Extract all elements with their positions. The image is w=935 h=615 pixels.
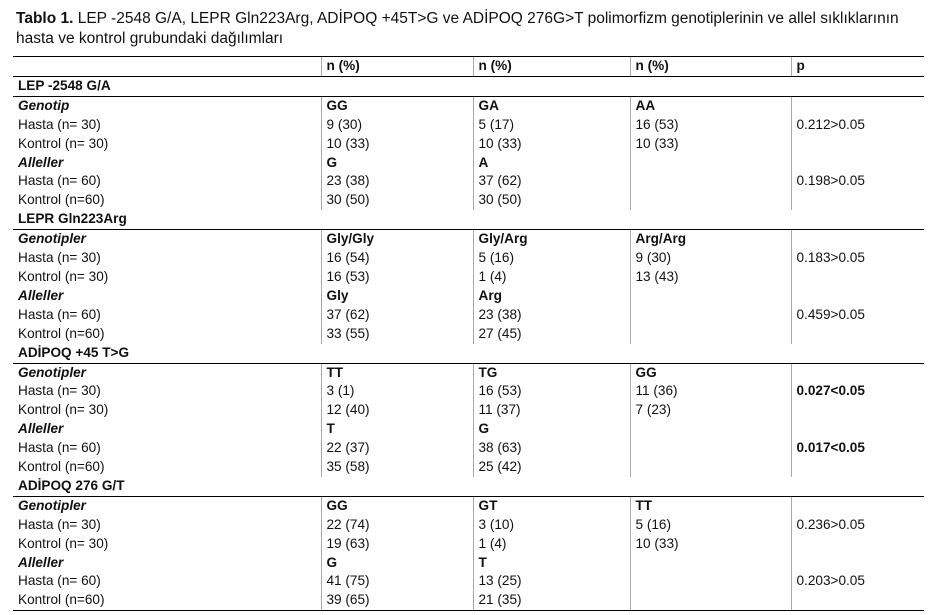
value-cell <box>630 325 791 344</box>
value-cell <box>630 172 791 191</box>
table-row <box>13 535 924 554</box>
group-column-label: GG <box>321 496 473 515</box>
value-cell: 16 (54) <box>321 249 473 268</box>
p-value-cell <box>791 401 924 420</box>
group-label: Alleller <box>18 554 64 570</box>
group-column-label: TT <box>321 363 473 382</box>
p-value-cell: 0.459>0.05 <box>791 306 924 325</box>
table-caption-text: LEP -2548 G/A, LEPR Gln223Arg, ADİPOQ +45T>G ve ADİPOQ 276G>T polimorfizm genotiplerinin ve allel sıklıklarının hasta ve kontrol grubundaki dağılımları <box>16 10 899 47</box>
group-label: Genotip <box>18 97 70 113</box>
section-spacer <box>321 210 473 229</box>
p-value-cell <box>791 535 924 554</box>
header-cell: p <box>791 57 924 77</box>
group-label: Alleller <box>18 287 64 303</box>
group-row <box>13 154 924 173</box>
value-cell: 23 (38) <box>321 172 473 191</box>
value-cell <box>630 458 791 477</box>
section-spacer <box>473 477 630 496</box>
table-row <box>13 516 924 535</box>
value-cell <box>630 572 791 591</box>
p-value-cell: 0.212>0.05 <box>791 116 924 135</box>
section-spacer <box>630 344 791 363</box>
group-label: Alleller <box>18 154 64 170</box>
value-cell: 13 (43) <box>630 268 791 287</box>
value-cell: 19 (63) <box>321 535 473 554</box>
section-spacer <box>630 210 791 229</box>
section-title: ADİPOQ +45 T>G <box>13 344 321 363</box>
row-label: Kontrol (n=60) <box>18 325 105 341</box>
group-p-spacer <box>791 96 924 115</box>
section-spacer <box>791 210 924 229</box>
group-column-label: A <box>473 154 630 173</box>
value-cell: 22 (37) <box>321 439 473 458</box>
table-row <box>13 191 924 210</box>
table-row <box>13 325 924 344</box>
section-row <box>13 477 924 496</box>
row-label: Kontrol (n= 30) <box>18 535 109 551</box>
section-row <box>13 344 924 363</box>
value-cell: 16 (53) <box>473 382 630 401</box>
p-value-cell <box>791 458 924 477</box>
group-column-label: TT <box>630 496 791 515</box>
group-column-label: GT <box>473 496 630 515</box>
row-label: Kontrol (n=60) <box>18 192 105 208</box>
value-cell: 5 (16) <box>630 516 791 535</box>
table-row <box>13 116 924 135</box>
section-spacer <box>321 477 473 496</box>
value-cell: 33 (55) <box>321 325 473 344</box>
value-cell: 5 (16) <box>473 249 630 268</box>
value-cell: 38 (63) <box>473 439 630 458</box>
table-row <box>13 591 924 610</box>
group-column-label: TG <box>473 363 630 382</box>
section-spacer <box>321 344 473 363</box>
row-label: Hasta (n= 60) <box>18 440 101 456</box>
table-caption-label: Tablo 1. <box>16 10 74 27</box>
group-column-label: G <box>473 420 630 439</box>
group-column-label: GG <box>630 363 791 382</box>
table-row <box>13 439 924 458</box>
value-cell: 30 (50) <box>321 191 473 210</box>
section-spacer <box>630 76 791 96</box>
group-row <box>13 96 924 115</box>
group-row <box>13 420 924 439</box>
value-cell: 10 (33) <box>473 135 630 154</box>
table-row <box>13 249 924 268</box>
p-value-cell <box>791 268 924 287</box>
value-cell: 16 (53) <box>630 116 791 135</box>
value-cell: 1 (4) <box>473 268 630 287</box>
value-cell: 35 (58) <box>321 458 473 477</box>
value-cell <box>630 439 791 458</box>
group-column-label <box>630 420 791 439</box>
section-title: ADİPOQ 276 G/T <box>13 477 321 496</box>
p-value-cell: 0.198>0.05 <box>791 172 924 191</box>
section-row <box>13 76 924 96</box>
value-cell: 3 (10) <box>473 516 630 535</box>
value-cell <box>630 191 791 210</box>
group-p-spacer <box>791 554 924 573</box>
group-column-label: Gly/Gly <box>321 230 473 249</box>
p-value-cell <box>791 325 924 344</box>
p-value-cell: 0.236>0.05 <box>791 516 924 535</box>
row-label: Hasta (n= 30) <box>18 250 101 266</box>
value-cell: 16 (53) <box>321 268 473 287</box>
section-spacer <box>321 76 473 96</box>
group-p-spacer <box>791 363 924 382</box>
table-row <box>13 172 924 191</box>
value-cell: 11 (37) <box>473 401 630 420</box>
value-cell: 7 (23) <box>630 401 791 420</box>
group-column-label: Gly <box>321 287 473 306</box>
value-cell: 10 (33) <box>321 135 473 154</box>
section-spacer <box>473 344 630 363</box>
value-cell: 13 (25) <box>473 572 630 591</box>
group-p-spacer <box>791 287 924 306</box>
group-column-label: T <box>473 554 630 573</box>
value-cell: 37 (62) <box>473 172 630 191</box>
group-column-label: AA <box>630 96 791 115</box>
value-cell: 41 (75) <box>321 572 473 591</box>
row-label: Kontrol (n=60) <box>13 591 321 610</box>
group-row <box>13 230 924 249</box>
value-cell: 5 (17) <box>473 116 630 135</box>
value-cell: 10 (33) <box>630 535 791 554</box>
genotype-table <box>13 56 924 611</box>
value-cell: 11 (36) <box>630 382 791 401</box>
table-caption <box>16 9 921 49</box>
row-label: Kontrol (n=60) <box>18 459 105 475</box>
group-p-spacer <box>791 420 924 439</box>
value-cell: 27 (45) <box>473 325 630 344</box>
value-cell: 23 (38) <box>473 306 630 325</box>
table-row <box>13 268 924 287</box>
value-cell: 21 (35) <box>473 591 630 610</box>
group-p-spacer <box>791 230 924 249</box>
section-spacer <box>473 210 630 229</box>
group-column-label: Gly/Arg <box>473 230 630 249</box>
p-value-cell: 0.203>0.05 <box>791 572 924 591</box>
value-cell <box>630 306 791 325</box>
header-cell: n (%) <box>630 57 791 77</box>
row-label: Hasta (n= 60) <box>18 306 101 322</box>
group-label: Genotipler <box>18 497 86 513</box>
section-spacer <box>791 344 924 363</box>
p-value-cell: 0.017<0.05 <box>791 439 924 458</box>
section-spacer <box>630 477 791 496</box>
value-cell: 12 (40) <box>321 401 473 420</box>
group-label: Genotipler <box>18 364 86 380</box>
table-row <box>13 382 924 401</box>
table-row <box>13 572 924 591</box>
table-header-row <box>13 57 924 77</box>
section-row <box>13 210 924 229</box>
group-p-spacer <box>791 496 924 515</box>
value-cell: 1 (4) <box>473 535 630 554</box>
value-cell: 10 (33) <box>630 135 791 154</box>
p-value-cell <box>791 135 924 154</box>
group-column-label: GG <box>321 96 473 115</box>
group-row <box>13 287 924 306</box>
value-cell: 22 (74) <box>321 516 473 535</box>
group-column-label: GA <box>473 96 630 115</box>
value-cell: 9 (30) <box>630 249 791 268</box>
group-label: Alleller <box>18 421 64 437</box>
row-label: Kontrol (n= 30) <box>18 268 109 284</box>
section-spacer <box>791 76 924 96</box>
group-row <box>13 363 924 382</box>
group-column-label: Arg/Arg <box>630 230 791 249</box>
section-spacer <box>791 477 924 496</box>
group-label: Genotipler <box>18 231 86 247</box>
value-cell: 39 (65) <box>321 591 473 610</box>
row-label: Kontrol (n= 30) <box>18 402 109 418</box>
header-cell: n (%) <box>473 57 630 77</box>
p-value-cell <box>791 591 924 610</box>
row-label: Kontrol (n= 30) <box>18 135 109 151</box>
group-column-label <box>630 287 791 306</box>
group-p-spacer <box>791 154 924 173</box>
group-column-label <box>630 154 791 173</box>
header-cell <box>13 57 321 77</box>
p-value-cell: 0.027<0.05 <box>791 382 924 401</box>
row-label: Hasta (n= 30) <box>18 116 101 132</box>
value-cell: 37 (62) <box>321 306 473 325</box>
row-label: Hasta (n= 30) <box>18 516 101 532</box>
p-value-cell <box>791 191 924 210</box>
table-body <box>13 57 924 611</box>
row-label: Hasta (n= 60) <box>18 573 101 589</box>
group-column-label: G <box>321 154 473 173</box>
group-column-label: Arg <box>473 287 630 306</box>
header-cell: n (%) <box>321 57 473 77</box>
group-row <box>13 496 924 515</box>
row-label: Hasta (n= 30) <box>18 383 101 399</box>
group-column-label <box>630 554 791 573</box>
group-column-label: T <box>321 420 473 439</box>
table-row <box>13 401 924 420</box>
section-title: LEPR Gln223Arg <box>13 210 321 229</box>
value-cell: 3 (1) <box>321 382 473 401</box>
section-title: LEP -2548 G/A <box>13 76 321 96</box>
group-row <box>13 554 924 573</box>
value-cell: 30 (50) <box>473 191 630 210</box>
table-row <box>13 135 924 154</box>
value-cell <box>630 591 791 610</box>
section-spacer <box>473 76 630 96</box>
row-label: Hasta (n= 60) <box>18 173 101 189</box>
group-column-label: G <box>321 554 473 573</box>
p-value-cell: 0.183>0.05 <box>791 249 924 268</box>
value-cell: 25 (42) <box>473 458 630 477</box>
table-row <box>13 306 924 325</box>
value-cell: 9 (30) <box>321 116 473 135</box>
table-row <box>13 458 924 477</box>
